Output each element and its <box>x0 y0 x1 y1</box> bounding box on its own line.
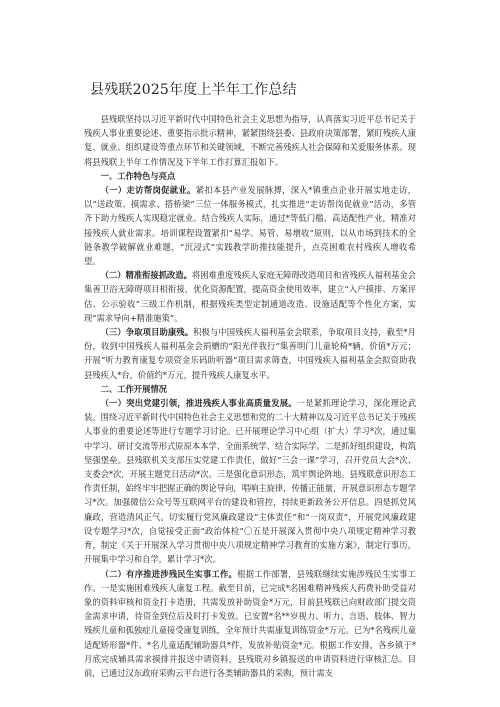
paragraph-2-body: 将困难重度残疾人家庭无障碍改造项目和省残疾人福利基金会集善卫浴无障碍项目相衔接，优化资源配置，提高资金使用效率，建立“入户摸排、方案评估、公示验收”三级工作机制，根据残疾类型定制通道改造、设施适配等个性化方案，实现“需求导向+精准施策”。 <box>84 270 416 323</box>
paragraph-1 <box>84 183 416 268</box>
paragraph-5 <box>84 567 416 681</box>
paragraph-1-body: 紧扣本县产业发展脉搏，深入*镇重点企业开展实地走访，以“送政策、摸需求、搭桥梁”三位一体服务模式，扎实推进“走访帮岗促就业”活动，多管齐下助力残疾人实现稳定就业。结合残疾人实际，通过*等低门槛、高适配性产业，精准对接残疾人就业需求。培训课程设置紧扣“易学、易管、易增收”原则，以从市场到技术的全链条教学破解就业难题，“沉浸式”实践教学助推技能提升，点亮困难农村残疾人增收希望。 <box>84 185 416 267</box>
paragraph-4-body: 一是紧抓理论学习，深化理论武装。围绕习近平新时代中国特色社会主义思想和党的二十大精神以及习近平总书记关于残疾人事业的重要论述等进行专题学习讨论。已开展理论学习中心组（扩大）学习*次，通过集中学习、研讨交流等形式原原本本学、全面系统学、结合实际学。二是抓好组织建设，构筑坚强堡垒。县残联机关支部压实党建工作责任，做好“三会一课”学习，召开党员大会*次、支委会*次，开展主题党日活动*次。三是强化意识形态，筑牢舆论阵地。县残联意识形态工作责任制，始终牢牢把握正确的舆论导向，唱响主旋律，传播正能量，开展意识形态专题学习*次。加强微信公众号等互联网平台的建设和管控，持续更新政务公开信息。四是抓党风廉政，营造清风正气。切实履行党风廉政建设“主体责任”和“一岗双责”，开展党风廉政建设专题学习*次，自觉接受正面“政治体检”〇五是开展深入贯彻中央八项规定精神学习教育，制定《关于开展深入学习贯彻中央八项规定精神学习教育的实施方案》，制定行事历，开展集中学习和自学，累计学习*次。 <box>84 398 416 565</box>
paragraph-3 <box>84 325 416 382</box>
section-heading-1: 一、工作特色与亮点 <box>100 170 176 181</box>
paragraph-2 <box>84 268 416 325</box>
paragraph-5-body: 根据工作部署，县残联继续实施涉残民生实事工作。一是实施困难残疾人康复工程。截至目前，已完成*名困难精神残疾人药费补助受益对象的资料审核和资金打卡造册，共需发放补助资金*万元，目前县残联已向财政部门提交资金需求申请，待资金到位后及时打卡发放。已安置*名**岁视力、听力、言语、肢体、智力残疾儿童和孤独症儿童接受康复训练，全年预计共需康复训练资金*万元。已为*名残疾儿童适配矫形器*件、*名儿童适配辅助器具*件，发放补贴资金*元。根据工作安排，各乡镇于*月底完成辅具需求摸排并报送中请资料，县残联对乡镇报送的申请资料进行审核汇总。目前，已通过汉东政府采购云平台进行各类辅助器具的采购，预计需支 <box>84 568 416 678</box>
section-heading-2: 二、工作开展情况 <box>100 383 167 394</box>
paragraph-5-lead: （二）有序推进涉残民生实事工作。 <box>100 568 238 579</box>
intro-paragraph: 县残联坚持以习近平新时代中国特色社会主义思想为指导，认真落实习近平总书记关于残疾人事业重要论述、重要指示批示精神，紧紧围绕县委、县政府决策部署，紧盯残疾人康复、就业、组织建设等重点环节和关键领域，不断完善残疾人社会保障和关爱服务体系。现将县残联上半年工作情况及下半年工作打算汇报如下。 <box>84 114 416 167</box>
paragraph-3-body: 积极与中国残疾人福利基金会联系，争取项目支持，截至*月份，收到中国残疾人福利基金会捐赠的“阳光伴我行”集善明门儿童轮椅*辆，价值*万元；开展“听力教育康复专项资金乐码助听器”项目需求筛查，中国残疾人福利基金会拟资助我县残疾人*台，价值约*万元，提升残疾人康复水平。 <box>84 327 416 380</box>
paragraph-2-lead: （二）精准衔接抓改造。 <box>100 270 192 281</box>
paragraph-3-lead: （三）争取项目助康残。 <box>100 327 194 338</box>
paragraph-4 <box>84 396 416 566</box>
document-title: 县残联2025年度上半年工作总结 <box>90 82 297 98</box>
paragraph-4-lead: （一）突出党建引领，推进残疾人事业高质量发展。 <box>100 398 297 409</box>
paragraph-1-lead: （一）走访帮岗促就业。 <box>100 185 196 196</box>
